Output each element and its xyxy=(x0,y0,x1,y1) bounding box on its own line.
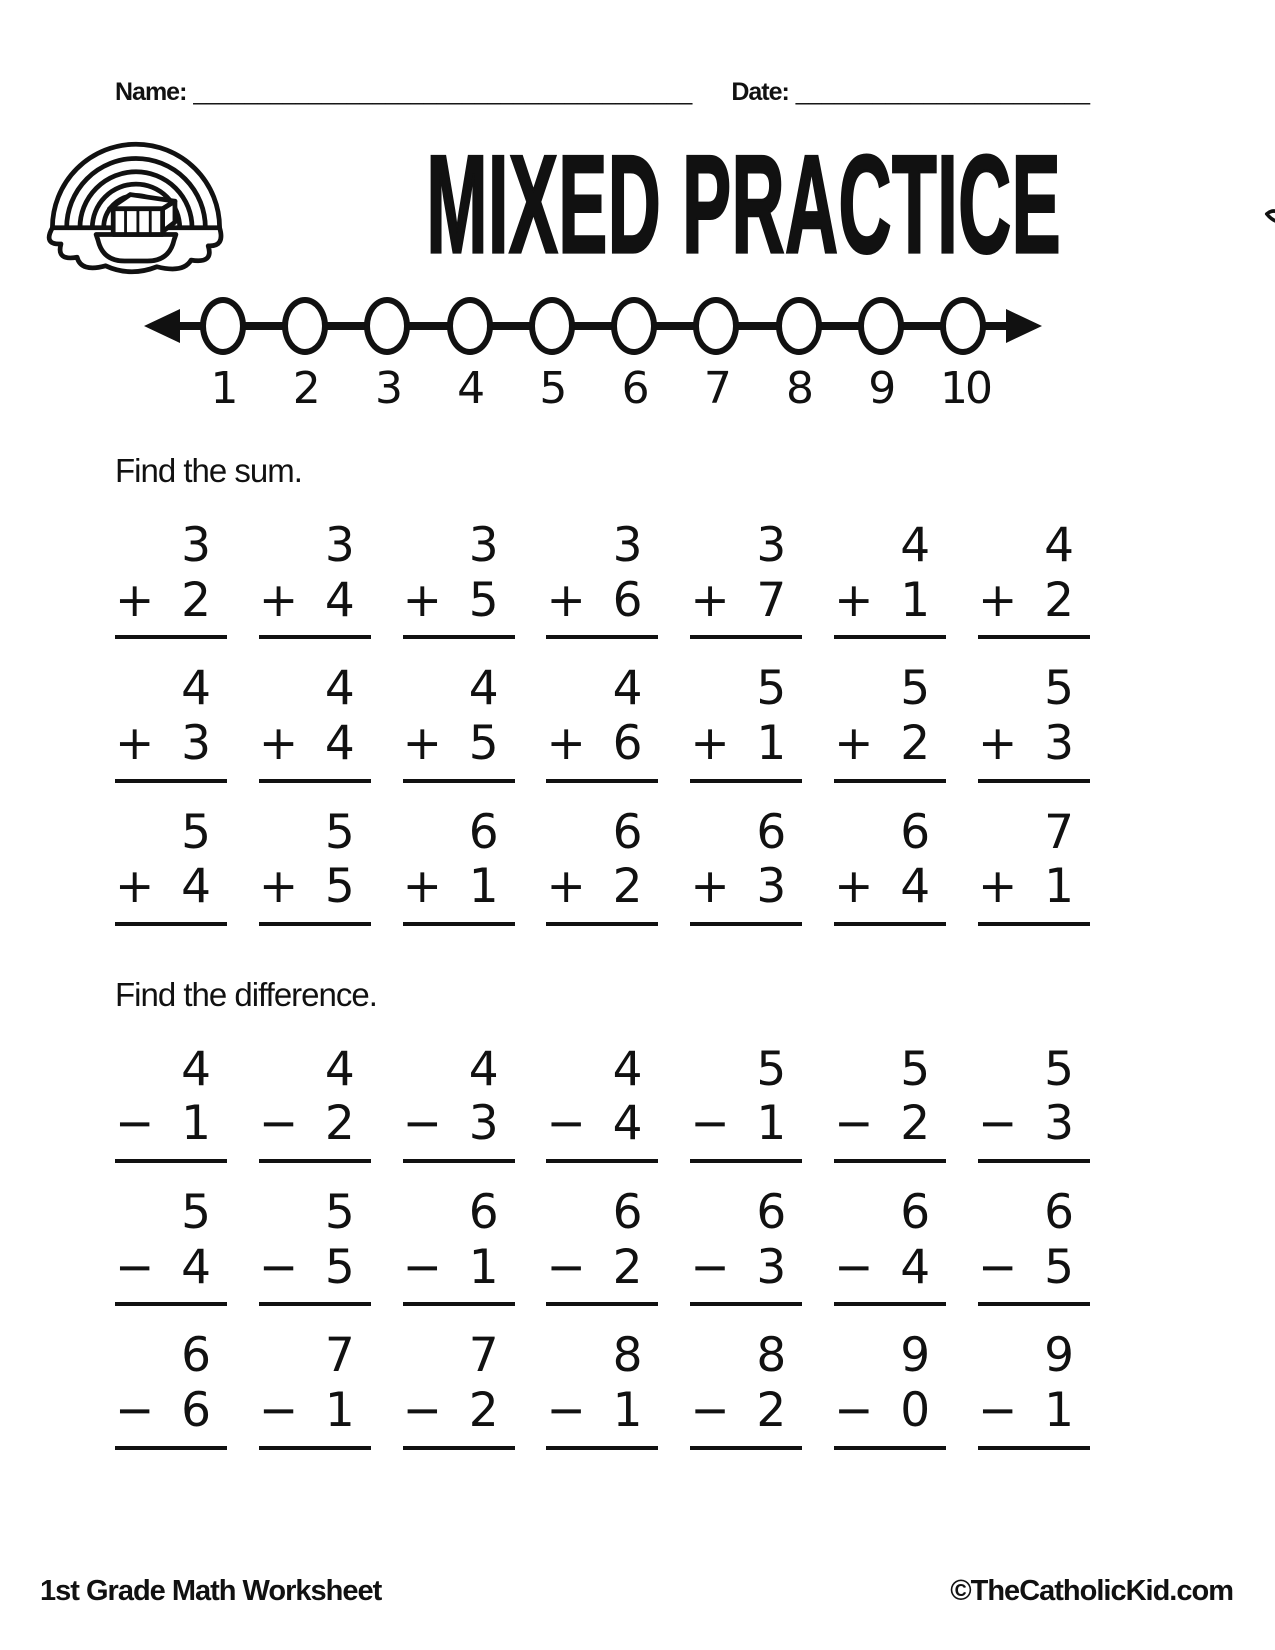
operator-sign: + xyxy=(402,859,441,915)
problem-bottom-row xyxy=(546,1096,658,1163)
problem-top-number: 6 xyxy=(612,804,641,860)
operator-sign: + xyxy=(258,859,297,915)
arrow-right-icon xyxy=(1006,309,1042,343)
operator-sign: + xyxy=(546,859,584,915)
problem-bottom-number: 1 xyxy=(1044,1382,1072,1438)
problem-top-number: 5 xyxy=(181,1185,209,1240)
problem-bottom-row xyxy=(546,859,658,926)
problem-bottom-number: 5 xyxy=(468,572,497,628)
problem-bottom-number: 2 xyxy=(900,1096,929,1152)
math-problem xyxy=(259,520,371,639)
problem-bottom-row xyxy=(115,716,227,783)
problem-bottom-row xyxy=(690,859,802,926)
number-line-label: 7 xyxy=(703,363,729,414)
problem-top-number: 5 xyxy=(324,1185,353,1240)
operator-sign: − xyxy=(690,1239,728,1295)
problem-bottom-number: 7 xyxy=(756,572,785,628)
number-line-label: 2 xyxy=(292,363,318,414)
operator-sign: + xyxy=(402,715,441,771)
problem-top-number: 5 xyxy=(1044,661,1072,717)
math-problem xyxy=(546,804,658,926)
problem-top-number: 3 xyxy=(612,518,641,573)
number-line-point xyxy=(611,297,657,355)
math-problem xyxy=(978,1330,1090,1449)
problem-bottom-number: 1 xyxy=(468,859,497,915)
problem-bottom-number: 1 xyxy=(900,572,929,628)
operator-sign: − xyxy=(115,1096,153,1152)
problem-row xyxy=(115,520,1090,639)
problem-bottom-row xyxy=(403,716,515,783)
problem-row xyxy=(115,804,1090,926)
problem-row xyxy=(115,1041,1090,1163)
problem-bottom-row xyxy=(690,573,802,640)
operator-sign: + xyxy=(546,572,584,628)
operator-sign: + xyxy=(258,572,297,628)
problem-bottom-row xyxy=(834,1383,946,1450)
problem-bottom-number: 6 xyxy=(612,572,641,628)
operator-sign: − xyxy=(834,1382,872,1438)
problem-top-number: 6 xyxy=(756,1185,785,1240)
operator-sign: + xyxy=(977,859,1016,915)
problem-bottom-number: 4 xyxy=(900,1239,929,1295)
problem-bottom-row xyxy=(690,716,802,783)
problem-bottom-number: 5 xyxy=(324,859,353,915)
math-problem xyxy=(402,804,515,926)
number-line-label: 8 xyxy=(786,363,812,414)
problem-top-number: 7 xyxy=(468,1328,497,1384)
date-field xyxy=(731,78,1090,107)
math-problem xyxy=(259,1330,371,1449)
math-problem xyxy=(690,1041,802,1163)
problem-bottom-number: 3 xyxy=(756,1239,785,1295)
math-problem xyxy=(259,1187,371,1306)
problem-bottom-number: 1 xyxy=(612,1382,641,1438)
number-line-labels xyxy=(148,363,1038,414)
problem-bottom-number: 1 xyxy=(468,1239,497,1295)
problem-top-number: 5 xyxy=(756,1041,785,1097)
sum-instruction: Find the sum. xyxy=(115,452,302,489)
math-problem xyxy=(546,1330,658,1449)
problem-bottom-number: 6 xyxy=(612,715,641,771)
problem-top-number: 4 xyxy=(900,518,929,573)
problem-bottom-row xyxy=(834,1240,946,1307)
title-band xyxy=(40,129,1225,281)
math-problem xyxy=(834,1041,946,1163)
problem-bottom-row xyxy=(978,1240,1090,1307)
problem-bottom-number: 4 xyxy=(324,715,353,771)
math-problem xyxy=(690,1187,802,1306)
number-line-label: 9 xyxy=(868,363,894,414)
operator-sign: − xyxy=(977,1239,1016,1295)
operator-sign: − xyxy=(402,1096,441,1152)
problem-bottom-number: 0 xyxy=(900,1382,929,1438)
problem-bottom-number: 4 xyxy=(181,1239,209,1295)
problem-bottom-number: 1 xyxy=(756,1096,785,1152)
number-line-point xyxy=(693,297,739,355)
math-problem xyxy=(546,663,658,782)
problem-top-number: 3 xyxy=(756,518,785,573)
problem-bottom-number: 1 xyxy=(324,1382,353,1438)
operator-sign: + xyxy=(834,715,872,771)
problem-top-number: 3 xyxy=(468,518,497,573)
math-problem xyxy=(115,1330,227,1449)
problem-bottom-number: 2 xyxy=(612,859,641,915)
problem-bottom-row xyxy=(834,859,946,926)
operator-sign: − xyxy=(402,1239,441,1295)
problem-bottom-row xyxy=(834,573,946,640)
noahs-ark-rainbow-icon xyxy=(40,129,232,281)
problem-bottom-number: 2 xyxy=(181,572,209,628)
problem-top-number: 5 xyxy=(900,1041,929,1097)
problem-top-number: 4 xyxy=(324,661,353,717)
number-line-point xyxy=(447,297,493,355)
math-problem xyxy=(403,520,515,639)
problem-bottom-number: 2 xyxy=(756,1382,785,1438)
operator-sign: − xyxy=(690,1382,728,1438)
problem-bottom-row xyxy=(978,1096,1090,1163)
problem-bottom-row xyxy=(978,716,1090,783)
math-problem xyxy=(834,804,946,926)
operator-sign: − xyxy=(546,1239,584,1295)
math-problem xyxy=(834,1187,946,1306)
math-problem xyxy=(258,1041,371,1163)
problem-bottom-number: 5 xyxy=(1044,1239,1072,1295)
operator-sign: − xyxy=(546,1382,584,1438)
problem-top-number: 8 xyxy=(756,1328,785,1384)
problem-bottom-number: 3 xyxy=(756,859,785,915)
problem-top-number: 3 xyxy=(181,518,209,573)
operator-sign: + xyxy=(115,572,153,628)
header xyxy=(90,78,1185,107)
date-blank-line: _______________________ xyxy=(795,79,1090,105)
operator-sign: − xyxy=(690,1096,728,1152)
operator-sign: + xyxy=(546,715,584,771)
math-problem xyxy=(546,1041,658,1163)
number-line-point xyxy=(200,297,246,355)
problem-bottom-row xyxy=(403,859,515,926)
number-line-track xyxy=(148,297,1038,355)
operator-sign: − xyxy=(115,1382,153,1438)
name-field xyxy=(115,78,692,107)
math-problem xyxy=(259,663,371,782)
number-line-label: 4 xyxy=(457,363,483,414)
difference-instruction: Find the difference. xyxy=(115,975,377,1013)
operator-sign: − xyxy=(258,1096,297,1152)
operator-sign: − xyxy=(115,1239,153,1295)
problem-bottom-row xyxy=(115,1240,227,1307)
math-problem xyxy=(977,804,1090,926)
number-line-label: 1 xyxy=(210,363,236,414)
number-line-point xyxy=(940,297,986,355)
problem-top-number: 6 xyxy=(900,1185,929,1240)
name-label: Name: xyxy=(115,78,187,106)
problem-bottom-number: 5 xyxy=(324,1239,353,1295)
math-problem xyxy=(115,804,227,926)
number-line xyxy=(148,297,1038,414)
operator-sign: + xyxy=(690,715,728,771)
problem-bottom-number: 2 xyxy=(900,715,929,771)
problem-top-number: 4 xyxy=(1044,518,1072,573)
operator-sign: + xyxy=(690,572,728,628)
problem-bottom-number: 4 xyxy=(324,572,353,628)
problem-bottom-number: 5 xyxy=(468,715,497,771)
math-problem xyxy=(978,663,1090,782)
math-problem xyxy=(115,1041,227,1163)
date-label: Date: xyxy=(731,78,789,106)
problem-bottom-row xyxy=(834,716,946,783)
operator-sign: + xyxy=(834,572,872,628)
math-problem xyxy=(403,663,515,782)
problem-bottom-number: 3 xyxy=(1044,1096,1072,1152)
math-problem xyxy=(690,520,802,639)
problem-bottom-row xyxy=(978,859,1090,926)
operator-sign: + xyxy=(115,715,153,771)
problem-bottom-number: 2 xyxy=(468,1382,497,1438)
math-problem xyxy=(690,804,802,926)
math-problem xyxy=(834,663,946,782)
math-problem xyxy=(978,1187,1090,1306)
operator-sign: + xyxy=(258,715,297,771)
difference-problems xyxy=(90,1020,1185,1450)
footer xyxy=(40,1575,1233,1608)
footer-copyright: ©TheCatholicKid.com xyxy=(950,1575,1233,1607)
math-problem xyxy=(690,663,802,782)
problem-bottom-row xyxy=(259,1383,371,1450)
problem-top-number: 5 xyxy=(324,804,353,860)
operator-sign: − xyxy=(402,1382,441,1438)
problem-top-number: 4 xyxy=(181,1041,209,1097)
problem-bottom-row xyxy=(690,1240,802,1307)
number-line-label: 5 xyxy=(539,363,565,414)
problem-bottom-row xyxy=(546,573,658,640)
problem-bottom-number: 2 xyxy=(1044,572,1072,628)
problem-top-number: 5 xyxy=(1044,1041,1072,1097)
problem-bottom-row xyxy=(690,1096,802,1163)
problem-top-number: 6 xyxy=(468,1185,497,1240)
problem-bottom-row xyxy=(259,859,371,926)
operator-sign: + xyxy=(977,715,1016,771)
problem-row xyxy=(115,663,1090,782)
problem-bottom-row xyxy=(546,1240,658,1307)
math-problem xyxy=(258,804,371,926)
number-line-point xyxy=(282,297,328,355)
number-line-circles xyxy=(200,297,986,355)
problem-bottom-row xyxy=(403,1096,515,1163)
math-problem xyxy=(403,1187,515,1306)
problem-top-number: 9 xyxy=(900,1328,929,1384)
problem-bottom-row xyxy=(115,1383,227,1450)
operator-sign: − xyxy=(258,1382,297,1438)
problem-bottom-row xyxy=(690,1383,802,1450)
problem-bottom-number: 4 xyxy=(612,1096,641,1152)
problem-top-number: 4 xyxy=(468,1041,497,1097)
problem-bottom-row xyxy=(978,1383,1090,1450)
number-line-point xyxy=(364,297,410,355)
problem-top-number: 7 xyxy=(324,1328,353,1384)
problem-top-number: 7 xyxy=(1044,804,1072,860)
math-problem xyxy=(834,520,946,639)
math-problem xyxy=(546,1187,658,1306)
problem-top-number: 3 xyxy=(324,518,353,573)
problem-top-number: 4 xyxy=(324,1041,353,1097)
problem-top-number: 6 xyxy=(468,804,497,860)
math-problem xyxy=(115,663,227,782)
math-problem xyxy=(402,1041,515,1163)
problem-bottom-row xyxy=(259,716,371,783)
operator-sign: − xyxy=(977,1382,1016,1438)
math-problem xyxy=(403,1330,515,1449)
problem-top-number: 5 xyxy=(900,661,929,717)
math-problem xyxy=(977,1041,1090,1163)
problem-bottom-number: 1 xyxy=(1044,859,1072,915)
problem-bottom-row xyxy=(259,573,371,640)
operator-sign: − xyxy=(546,1096,584,1152)
operator-sign: + xyxy=(115,859,153,915)
problem-bottom-row xyxy=(546,716,658,783)
problem-top-number: 4 xyxy=(181,661,209,717)
page-title: MIXED PRACTICE xyxy=(426,127,1062,283)
problem-bottom-number: 2 xyxy=(612,1239,641,1295)
problem-top-number: 5 xyxy=(181,804,209,860)
problem-top-number: 4 xyxy=(468,661,497,717)
problem-bottom-number: 1 xyxy=(181,1096,209,1152)
operator-sign: + xyxy=(834,859,872,915)
operator-sign: + xyxy=(977,572,1016,628)
problem-top-number: 8 xyxy=(612,1328,641,1384)
problem-top-number: 9 xyxy=(1044,1328,1072,1384)
problem-top-number: 6 xyxy=(900,804,929,860)
problem-bottom-number: 4 xyxy=(900,859,929,915)
problem-row xyxy=(115,1187,1090,1306)
number-line-point xyxy=(858,297,904,355)
problem-bottom-row xyxy=(259,1240,371,1307)
math-problem xyxy=(115,1187,227,1306)
problem-bottom-row xyxy=(834,1096,946,1163)
footer-worksheet-label: 1st Grade Math Worksheet xyxy=(40,1575,382,1607)
problem-bottom-number: 3 xyxy=(468,1096,497,1152)
problem-bottom-number: 6 xyxy=(181,1382,209,1438)
number-line-label: 3 xyxy=(374,363,400,414)
math-problem xyxy=(690,1330,802,1449)
operator-sign: − xyxy=(834,1096,872,1152)
problem-bottom-row xyxy=(978,573,1090,640)
problem-top-number: 5 xyxy=(756,661,785,717)
problem-bottom-row xyxy=(403,573,515,640)
problem-top-number: 6 xyxy=(181,1328,209,1384)
problem-bottom-row xyxy=(259,1096,371,1163)
problem-top-number: 6 xyxy=(612,1185,641,1240)
problem-bottom-row xyxy=(546,1383,658,1450)
sum-problems xyxy=(90,496,1185,926)
name-blank-line: _______________________________________ xyxy=(193,79,693,105)
operator-sign: + xyxy=(690,859,728,915)
math-problem xyxy=(115,520,227,639)
problem-bottom-number: 2 xyxy=(324,1096,353,1152)
operator-sign: − xyxy=(977,1096,1016,1152)
number-line-label: 6 xyxy=(621,363,647,414)
problem-bottom-number: 4 xyxy=(181,859,209,915)
operator-sign: + xyxy=(402,572,441,628)
operator-sign: − xyxy=(258,1239,297,1295)
dove-olive-branch-icon xyxy=(1256,129,1275,281)
problem-top-number: 6 xyxy=(1044,1185,1072,1240)
problem-bottom-number: 1 xyxy=(756,715,785,771)
problem-bottom-row xyxy=(115,1096,227,1163)
math-problem xyxy=(834,1330,946,1449)
problem-bottom-row xyxy=(403,1240,515,1307)
problem-bottom-row xyxy=(115,573,227,640)
operator-sign: − xyxy=(834,1239,872,1295)
problem-bottom-number: 3 xyxy=(1044,715,1072,771)
problem-bottom-number: 3 xyxy=(181,715,209,771)
number-line-label: 10 xyxy=(939,363,990,414)
math-problem xyxy=(546,520,658,639)
problem-top-number: 4 xyxy=(612,1041,641,1097)
problem-top-number: 4 xyxy=(612,661,641,717)
problem-bottom-row xyxy=(115,859,227,926)
math-problem xyxy=(978,520,1090,639)
problem-top-number: 6 xyxy=(756,804,785,860)
number-line-point xyxy=(776,297,822,355)
problem-row xyxy=(115,1330,1090,1449)
number-line-point xyxy=(529,297,575,355)
problem-bottom-row xyxy=(403,1383,515,1450)
